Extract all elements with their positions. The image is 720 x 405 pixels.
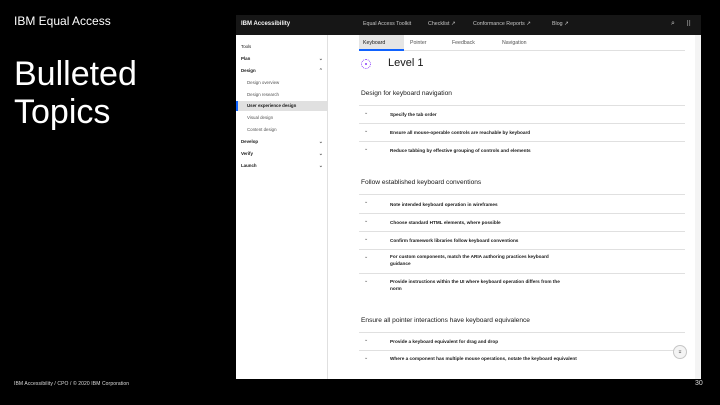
tab-pointer[interactable]: Pointer — [410, 40, 427, 46]
nav-equal-access-toolkit[interactable]: Equal Access Toolkit — [363, 21, 412, 27]
app-title[interactable]: IBM Accessibility — [241, 21, 291, 27]
divider — [359, 273, 685, 274]
slide-title-line-1: Bulleted — [14, 55, 137, 93]
chevron-down-icon[interactable]: ⌄ — [364, 218, 369, 224]
divider — [359, 194, 685, 195]
chevron-down-icon[interactable]: ⌄ — [364, 337, 369, 343]
search-icon[interactable]: ⌕ — [671, 20, 675, 27]
chevron-down-icon[interactable]: ⌄ — [364, 254, 369, 260]
sidebar-item-tools[interactable] — [236, 42, 328, 52]
sidebar-item-label: Verify — [241, 151, 253, 156]
slide-footer: IBM Accessibility / CPO / © 2020 IBM Corporation — [14, 381, 130, 387]
level-1-icon — [361, 59, 371, 69]
sidebar-item-label: Design research — [247, 92, 279, 97]
section-heading: Design for keyboard navigation — [361, 90, 452, 97]
chevron-down-icon[interactable]: ⌄ — [364, 128, 369, 134]
app-switcher-icon[interactable]: ⠿ — [686, 21, 692, 28]
sidebar-item-label: User experience design — [247, 103, 297, 108]
nav-conformance-reports[interactable]: Conformance Reports ↗ — [473, 21, 531, 27]
requirement-item[interactable]: Where a component has multiple mouse operations, notate the keyboard equivalent — [390, 356, 577, 361]
sidebar-item-launch[interactable] — [236, 161, 328, 171]
sidebar-item-design[interactable] — [236, 66, 328, 76]
sidebar-item-design-research[interactable] — [236, 90, 328, 100]
tab-keyboard[interactable]: Keyboard — [359, 35, 404, 51]
nav-blog[interactable]: Blog ↗ — [552, 21, 569, 27]
chevron-down-icon: ⌄ — [318, 56, 323, 62]
sidebar-nav — [236, 35, 328, 379]
divider — [359, 123, 685, 124]
level-title: Level 1 — [388, 57, 424, 69]
requirement-item[interactable]: Confirm framework libraries follow keyboard conventions — [390, 238, 519, 243]
scrollbar[interactable] — [695, 35, 701, 379]
sidebar-item-label: Tools — [241, 44, 252, 49]
chevron-down-icon[interactable]: ⌄ — [364, 146, 369, 152]
divider — [359, 249, 685, 250]
sidebar-item-label: Develop — [241, 139, 259, 144]
sidebar-item-label: Design — [241, 68, 256, 73]
chevron-down-icon: ⌄ — [318, 163, 323, 169]
sidebar-item-label: Content design — [247, 127, 277, 132]
divider — [359, 105, 685, 106]
sidebar-item-visual-design[interactable] — [236, 113, 328, 123]
sidebar-item-content-design[interactable] — [236, 125, 328, 135]
sidebar-item-user-experience-design[interactable] — [236, 101, 328, 111]
requirement-item[interactable]: Note intended keyboard operation in wireframes — [390, 202, 498, 207]
slide-page-number: 30 — [695, 380, 703, 387]
tab-navigation[interactable]: Navigation — [502, 40, 527, 46]
sidebar-item-develop[interactable] — [236, 137, 328, 147]
sidebar-item-label: Visual design — [247, 115, 274, 120]
back-to-top-button[interactable]: ⌅ — [673, 345, 687, 359]
chevron-down-icon[interactable]: ⌄ — [364, 278, 369, 284]
slide-title — [14, 55, 137, 131]
chevron-down-icon: ⌄ — [318, 151, 323, 157]
section-heading: Ensure all pointer interactions have keyboard equivalence — [361, 317, 530, 324]
slide-title-line-2: Topics — [14, 93, 111, 131]
chevron-down-icon: ⌄ — [318, 139, 323, 145]
app-screenshot — [236, 15, 701, 379]
requirement-item[interactable]: Reduce tabbing by effective grouping of controls and elements — [390, 148, 531, 153]
divider — [359, 231, 685, 232]
requirement-item[interactable]: For custom components, match the ARIA authoring practices keyboard guidance — [390, 254, 549, 266]
requirement-item[interactable]: Choose standard HTML elements, where possible — [390, 220, 501, 225]
chevron-down-icon[interactable]: ⌄ — [364, 110, 369, 116]
sidebar-item-label: Launch — [241, 163, 257, 168]
sidebar-item-verify[interactable] — [236, 149, 328, 159]
app-header — [236, 15, 701, 35]
sidebar-item-plan[interactable] — [236, 54, 328, 64]
slide-brand: IBM Equal Access — [14, 14, 111, 28]
section-heading: Follow established keyboard conventions — [361, 179, 482, 186]
requirement-item[interactable]: Provide a keyboard equivalent for drag and drop — [390, 339, 499, 344]
nav-checklist[interactable]: Checklist ↗ — [428, 21, 456, 27]
requirement-item[interactable]: Provide instructions within the UI where keyboard operation differs from the norm — [390, 279, 560, 291]
requirement-item[interactable]: Ensure all mouse-operable controls are reachable by keyboard — [390, 130, 531, 135]
divider — [359, 332, 685, 333]
sidebar-item-label: Plan — [241, 56, 251, 61]
chevron-down-icon[interactable]: ⌄ — [364, 236, 369, 242]
sidebar-item-label: Design overview — [247, 80, 280, 85]
chevron-down-icon[interactable]: ⌄ — [364, 199, 369, 205]
divider — [359, 213, 685, 214]
chevron-up-icon: ⌃ — [318, 68, 323, 74]
tab-feedback[interactable]: Feedback — [452, 40, 475, 46]
divider — [359, 350, 685, 351]
divider — [359, 141, 685, 142]
topic-tabs — [359, 35, 685, 51]
requirement-item[interactable]: Specify the tab order — [390, 112, 437, 117]
sidebar-item-design-overview[interactable] — [236, 78, 328, 88]
chevron-down-icon[interactable]: ⌄ — [364, 355, 369, 361]
